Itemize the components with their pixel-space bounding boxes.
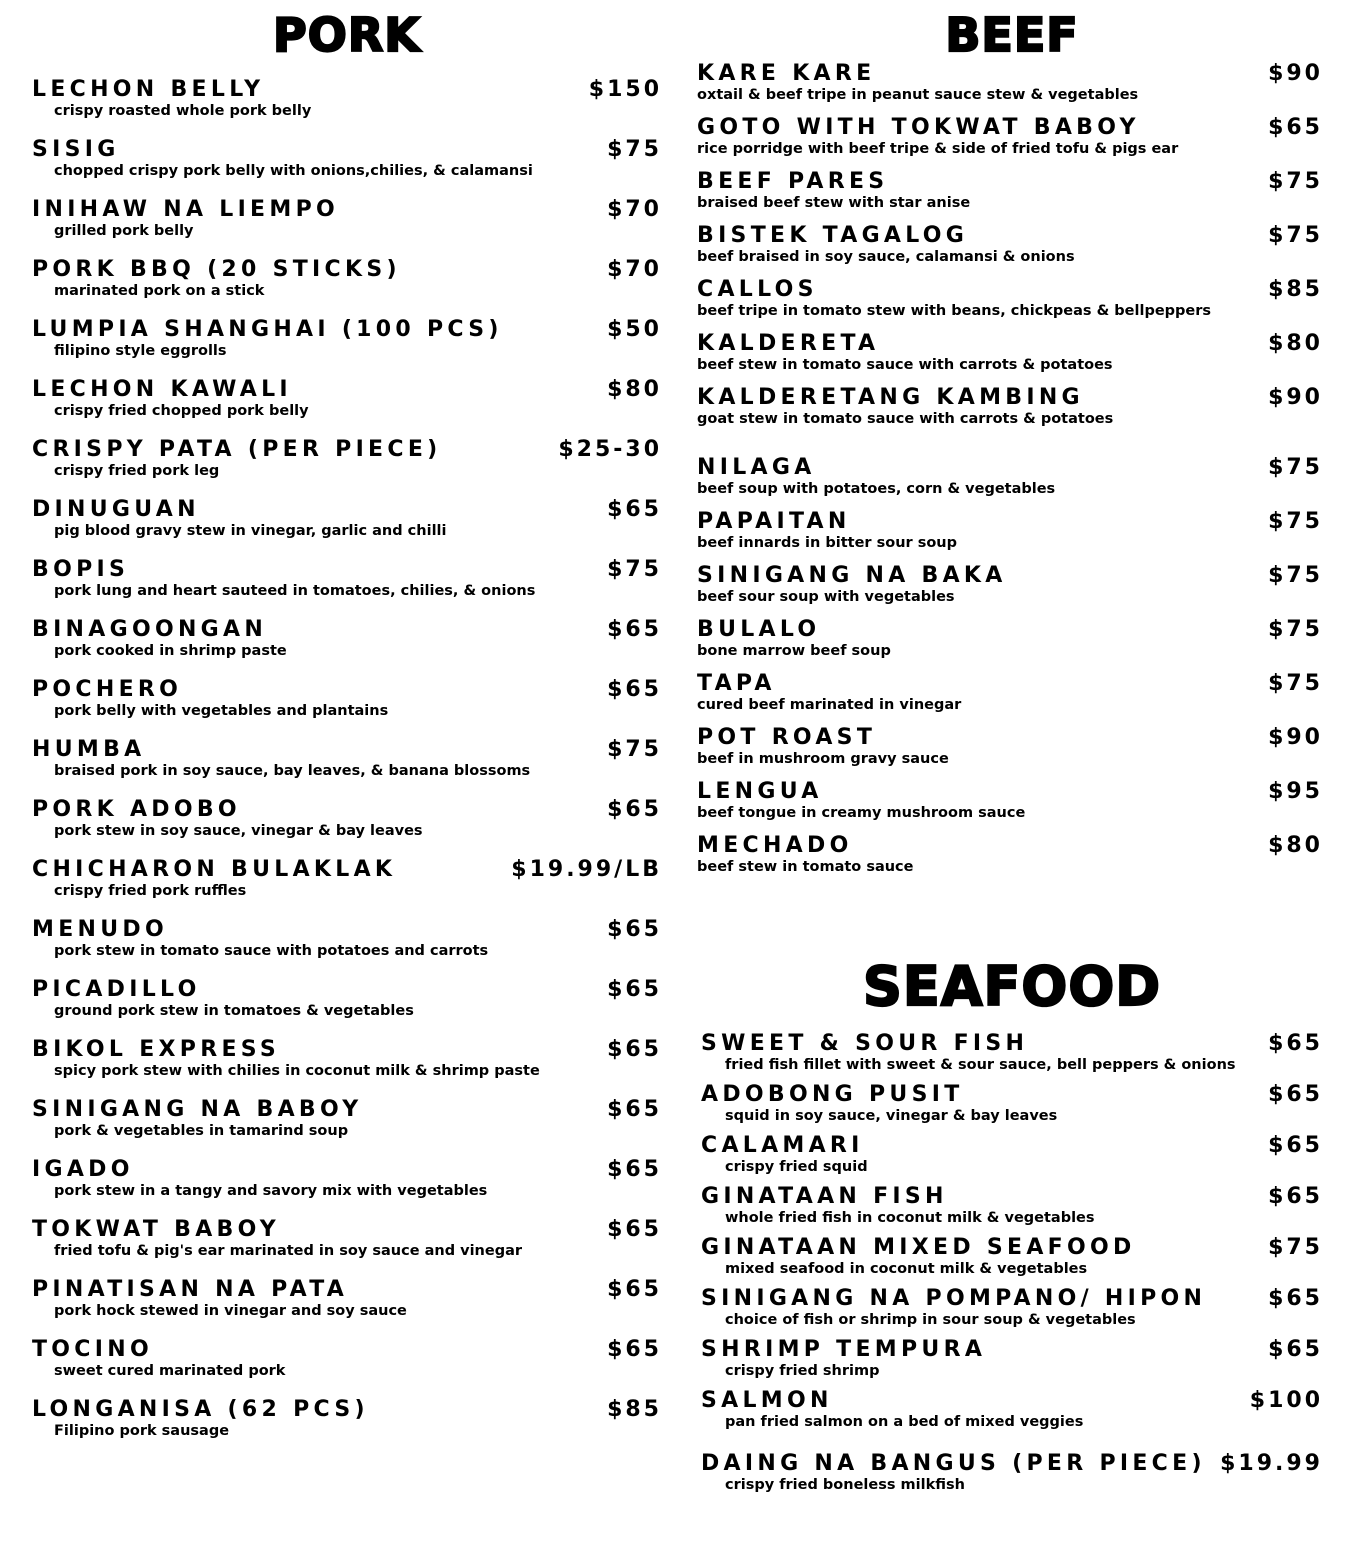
menu-item-name: POT ROAST: [697, 725, 877, 750]
menu-item-price: $85: [607, 1397, 662, 1422]
menu-item-name: KARE KARE: [697, 61, 876, 86]
menu-item-name: GINATAAN MIXED SEAFOOD: [701, 1235, 1136, 1260]
menu-item-name: BISTEK TAGALOG: [697, 223, 969, 248]
menu-item-price: $65: [607, 917, 662, 942]
menu-item-price: $19.99: [1220, 1451, 1323, 1476]
menu-item-price: $65: [1268, 1184, 1323, 1209]
menu-item-name: SINIGANG NA BAKA: [697, 563, 1007, 588]
menu-item-description: crispy fried shrimp: [725, 1363, 880, 1379]
menu-item-name: MECHADO: [697, 833, 853, 858]
beef-menu-item: [697, 386, 1327, 456]
menu-item-price: $80: [1268, 331, 1323, 356]
menu-item-price: $65: [607, 797, 662, 822]
menu-item-name: LECHON KAWALI: [32, 377, 292, 402]
menu-item-name: KALDERETANG KAMBING: [697, 385, 1084, 410]
menu-item-description: whole fried fish in coconut milk & vegetables: [725, 1210, 1095, 1226]
menu-item-price: $65: [1268, 1337, 1323, 1362]
seafood-menu-item: [701, 1236, 1327, 1287]
beef-section-title: BEEF: [945, 8, 1079, 62]
menu-item-description: pan fried salmon on a bed of mixed veggies: [725, 1414, 1084, 1430]
menu-item-name: ADOBONG PUSIT: [701, 1082, 964, 1107]
menu-item-price: $65: [1268, 1133, 1323, 1158]
pork-menu-item: [32, 378, 662, 438]
menu-item-description: pork stew in soy sauce, vinegar & bay leaves: [54, 823, 423, 839]
menu-item-description: fried tofu & pig's ear marinated in soy sauce and vinegar: [54, 1243, 523, 1259]
seafood-menu-item: [701, 1083, 1327, 1134]
menu-item-description: chopped crispy pork belly with onions,chilies, & calamansi: [54, 163, 533, 179]
menu-item-name: BIKOL EXPRESS: [32, 1037, 281, 1062]
beef-menu-item: [697, 224, 1327, 278]
beef-menu-item: [697, 780, 1327, 834]
menu-item-description: bone marrow beef soup: [697, 643, 891, 659]
seafood-menu-item: [701, 1452, 1327, 1503]
menu-item-price: $65: [607, 497, 662, 522]
menu-item-price: $75: [1268, 671, 1323, 696]
menu-item-description: beef sour soup with vegetables: [697, 589, 955, 605]
beef-menu-item: [697, 564, 1327, 618]
menu-item-description: cured beef marinated in vinegar: [697, 697, 962, 713]
pork-menu-item: [32, 1098, 662, 1158]
menu-item-description: pork belly with vegetables and plantains: [54, 703, 389, 719]
menu-item-price: $65: [1268, 1082, 1323, 1107]
menu-item-name: GINATAAN FISH: [701, 1184, 948, 1209]
menu-item-price: $25-30: [558, 437, 662, 462]
menu-item-price: $65: [607, 1097, 662, 1122]
pork-menu-item: [32, 618, 662, 678]
menu-item-name: PORK BBQ (20 STICKS): [32, 257, 401, 282]
menu-item-price: $85: [1268, 277, 1323, 302]
menu-item-price: $75: [1268, 1235, 1323, 1260]
pork-menu-item: [32, 138, 662, 198]
menu-item-price: $65: [1268, 1031, 1323, 1056]
beef-menu-list: [697, 62, 1327, 888]
menu-item-description: beef in mushroom gravy sauce: [697, 751, 949, 767]
menu-item-description: crispy fried squid: [725, 1159, 868, 1175]
menu-item-description: filipino style eggrolls: [54, 343, 227, 359]
menu-item-description: pork cooked in shrimp paste: [54, 643, 287, 659]
menu-item-description: braised pork in soy sauce, bay leaves, & banana blossoms: [54, 763, 531, 779]
menu-item-name: SINIGANG NA POMPANO/ HIPON: [701, 1286, 1207, 1311]
pork-menu-item: [32, 1158, 662, 1218]
seafood-menu-item: [701, 1185, 1327, 1236]
menu-item-name: CALLOS: [697, 277, 818, 302]
seafood-menu-list: [697, 1032, 1327, 1503]
seafood-menu-item: [701, 1287, 1327, 1338]
menu-item-name: BULALO: [697, 617, 821, 642]
menu-item-price: $65: [607, 977, 662, 1002]
menu-item-name: POCHERO: [32, 677, 183, 702]
seafood-menu-item: [701, 1389, 1327, 1440]
menu-item-price: $70: [607, 197, 662, 222]
menu-item-description: pork & vegetables in tamarind soup: [54, 1123, 349, 1139]
menu-item-description: choice of fish or shrimp in sour soup & vegetables: [725, 1312, 1136, 1328]
menu-item-description: grilled pork belly: [54, 223, 194, 239]
menu-item-name: PAPAITAN: [697, 509, 851, 534]
pork-menu-item: [32, 858, 662, 918]
menu-item-description: beef tripe in tomato stew with beans, chickpeas & bellpeppers: [697, 303, 1212, 319]
pork-menu-item: [32, 78, 662, 138]
seafood-menu-item: [701, 1338, 1327, 1389]
menu-item-description: spicy pork stew with chilies in coconut milk & shrimp paste: [54, 1063, 540, 1079]
menu-item-price: $80: [607, 377, 662, 402]
menu-item-description: beef stew in tomato sauce with carrots & potatoes: [697, 357, 1113, 373]
seafood-menu-item: [701, 1032, 1327, 1083]
pork-menu-item: [32, 1338, 662, 1398]
menu-item-name: BINAGOONGAN: [32, 617, 268, 642]
menu-item-price: $65: [607, 1337, 662, 1362]
menu-item-name: SWEET & SOUR FISH: [701, 1031, 1029, 1056]
pork-menu-item: [32, 798, 662, 858]
menu-item-description: crispy fried chopped pork belly: [54, 403, 309, 419]
menu-item-price: $50: [607, 317, 662, 342]
menu-item-price: $75: [1268, 169, 1323, 194]
menu-item-price: $80: [1268, 833, 1323, 858]
menu-item-price: $65: [607, 1037, 662, 1062]
menu-item-name: TOKWAT BABOY: [32, 1217, 281, 1242]
menu-item-name: DINUGUAN: [32, 497, 200, 522]
menu-item-name: BEEF PARES: [697, 169, 889, 194]
menu-item-name: INIHAW NA LIEMPO: [32, 197, 340, 222]
menu-item-name: KALDERETA: [697, 331, 880, 356]
menu-item-description: crispy fried boneless milkfish: [725, 1477, 965, 1493]
beef-menu-item: [697, 834, 1327, 888]
beef-menu-item: [697, 62, 1327, 116]
menu-item-name: SINIGANG NA BABOY: [32, 1097, 363, 1122]
menu-item-price: $75: [607, 557, 662, 582]
menu-item-description: fried fish fillet with sweet & sour sauce, bell peppers & onions: [725, 1057, 1236, 1073]
beef-menu-item: [697, 278, 1327, 332]
seafood-section-title: SEAFOOD: [862, 955, 1162, 1018]
menu-item-price: $65: [1268, 1286, 1323, 1311]
menu-item-description: pork stew in a tangy and savory mix with vegetables: [54, 1183, 488, 1199]
menu-item-price: $90: [1268, 725, 1323, 750]
menu-item-description: crispy fried pork leg: [54, 463, 220, 479]
menu-item-description: beef soup with potatoes, corn & vegetables: [697, 481, 1056, 497]
menu-item-description: beef innards in bitter sour soup: [697, 535, 958, 551]
pork-menu-item: [32, 258, 662, 318]
menu-item-price: $65: [607, 677, 662, 702]
menu-item-price: $65: [1268, 115, 1323, 140]
menu-item-description: crispy fried pork ruffles: [54, 883, 247, 899]
menu-item-description: beef tongue in creamy mushroom sauce: [697, 805, 1026, 821]
menu-item-price: $100: [1249, 1388, 1323, 1413]
menu-item-description: crispy roasted whole pork belly: [54, 103, 312, 119]
menu-item-description: beef stew in tomato sauce: [697, 859, 914, 875]
menu-item-description: Filipino pork sausage: [54, 1423, 230, 1439]
pork-menu-item: [32, 438, 662, 498]
menu-item-price: $75: [1268, 223, 1323, 248]
pork-menu-item: [32, 198, 662, 258]
menu-item-price: $75: [1268, 617, 1323, 642]
menu-item-name: TAPA: [697, 671, 776, 696]
menu-item-name: LUMPIA SHANGHAI (100 PCS): [32, 317, 503, 342]
menu-item-description: oxtail & beef tripe in peanut sauce stew & vegetables: [697, 87, 1139, 103]
beef-menu-item: [697, 332, 1327, 386]
beef-menu-item: [697, 116, 1327, 170]
beef-menu-item: [697, 510, 1327, 564]
menu-item-name: CALAMARI: [701, 1133, 864, 1158]
pork-menu-item: [32, 498, 662, 558]
menu-item-name: HUMBA: [32, 737, 146, 762]
menu-item-price: $75: [607, 737, 662, 762]
beef-menu-item: [697, 170, 1327, 224]
menu-item-description: goat stew in tomato sauce with carrots & potatoes: [697, 411, 1114, 427]
pork-menu-item: [32, 1278, 662, 1338]
menu-item-price: $65: [607, 1157, 662, 1182]
menu-item-name: PINATISAN NA PATA: [32, 1277, 349, 1302]
menu-item-name: GOTO WITH TOKWAT BABOY: [697, 115, 1140, 140]
beef-seafood-column: [697, 0, 1327, 1503]
pork-menu-item: [32, 558, 662, 618]
menu-item-price: $65: [607, 617, 662, 642]
pork-menu-item: [32, 918, 662, 978]
pork-menu-item: [32, 1038, 662, 1098]
menu-item-price: $75: [607, 137, 662, 162]
beef-menu-item: [697, 672, 1327, 726]
menu-item-description: pork stew in tomato sauce with potatoes and carrots: [54, 943, 489, 959]
menu-item-name: TOCINO: [32, 1337, 153, 1362]
menu-item-description: ground pork stew in tomatoes & vegetables: [54, 1003, 414, 1019]
menu-item-description: rice porridge with beef tripe & side of fried tofu & pigs ear: [697, 141, 1179, 157]
menu-item-name: BOPIS: [32, 557, 130, 582]
beef-menu-item: [697, 618, 1327, 672]
beef-menu-item: [697, 456, 1327, 510]
menu-item-name: PORK ADOBO: [32, 797, 241, 822]
menu-item-description: sweet cured marinated pork: [54, 1363, 286, 1379]
menu-item-price: $150: [588, 77, 662, 102]
menu-item-description: pork hock stewed in vinegar and soy sauce: [54, 1303, 407, 1319]
menu-item-name: NILAGA: [697, 455, 816, 480]
pork-menu-item: [32, 1398, 662, 1458]
pork-menu-item: [32, 978, 662, 1038]
menu-item-name: PICADILLO: [32, 977, 201, 1002]
menu-item-price: $75: [1268, 455, 1323, 480]
menu-item-description: pig blood gravy stew in vinegar, garlic and chilli: [54, 523, 447, 539]
menu-item-price: $65: [607, 1277, 662, 1302]
menu-item-name: LENGUA: [697, 779, 823, 804]
pork-column: [32, 0, 662, 1458]
menu-item-price: $65: [607, 1217, 662, 1242]
menu-item-price: $95: [1268, 779, 1323, 804]
menu-item-price: $75: [1268, 509, 1323, 534]
menu-item-name: CRISPY PATA (PER PIECE): [32, 437, 442, 462]
menu-item-name: LONGANISA (62 PCS): [32, 1397, 369, 1422]
pork-menu-item: [32, 738, 662, 798]
menu-item-name: MENUDO: [32, 917, 168, 942]
menu-item-price: $70: [607, 257, 662, 282]
menu-item-description: mixed seafood in coconut milk & vegetables: [725, 1261, 1088, 1277]
seafood-menu-item: [701, 1134, 1327, 1185]
menu-item-name: DAING NA BANGUS (PER PIECE): [701, 1451, 1206, 1476]
pork-menu-item: [32, 318, 662, 378]
menu-item-name: IGADO: [32, 1157, 134, 1182]
menu-item-name: SISIG: [32, 137, 120, 162]
menu-item-description: squid in soy sauce, vinegar & bay leaves: [725, 1108, 1058, 1124]
pork-section-title: PORK: [273, 8, 421, 62]
pork-menu-list: [32, 78, 662, 1458]
pork-menu-item: [32, 678, 662, 738]
menu-item-name: SALMON: [701, 1388, 833, 1413]
menu-item-price: $90: [1268, 385, 1323, 410]
menu-item-price: $75: [1268, 563, 1323, 588]
menu-item-price: $90: [1268, 61, 1323, 86]
menu-item-description: braised beef stew with star anise: [697, 195, 971, 211]
menu-item-name: CHICHARON BULAKLAK: [32, 857, 397, 882]
menu-item-price: $19.99/LB: [511, 857, 662, 882]
menu-item-name: LECHON BELLY: [32, 77, 265, 102]
menu-item-name: SHRIMP TEMPURA: [701, 1337, 987, 1362]
pork-menu-item: [32, 1218, 662, 1278]
beef-menu-item: [697, 726, 1327, 780]
menu-item-description: pork lung and heart sauteed in tomatoes, chilies, & onions: [54, 583, 536, 599]
menu-item-description: marinated pork on a stick: [54, 283, 265, 299]
menu-item-description: beef braised in soy sauce, calamansi & onions: [697, 249, 1075, 265]
